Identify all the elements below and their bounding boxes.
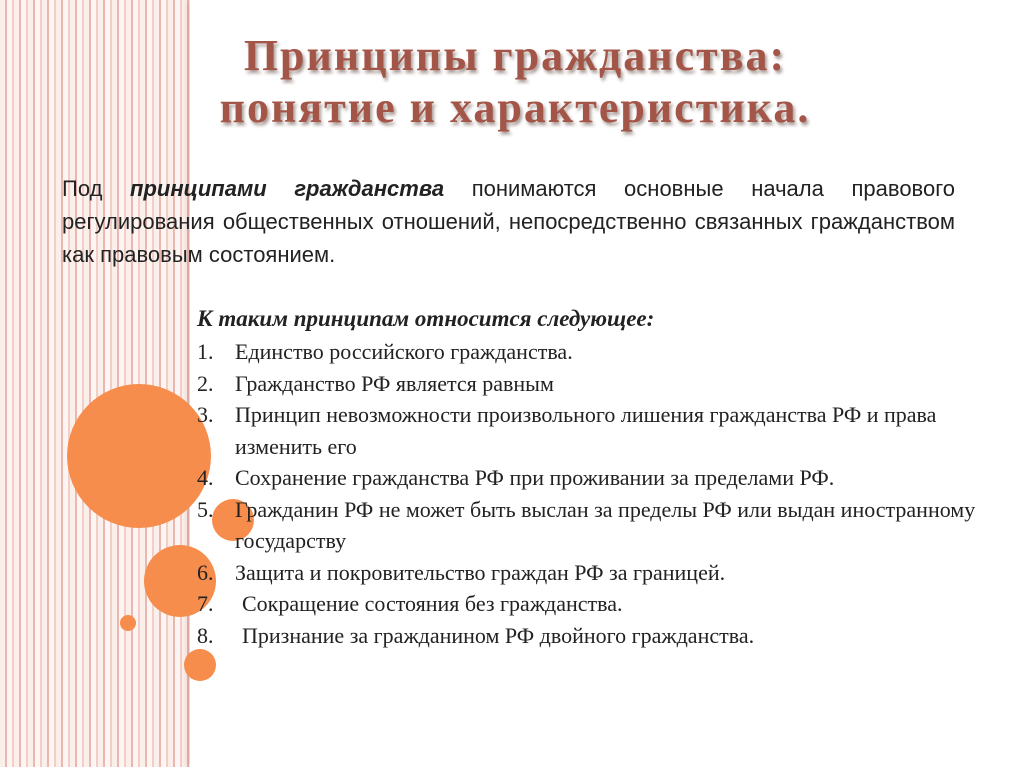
slide-title-line-1: Принципы гражданства: bbox=[243, 31, 787, 80]
decor-circle-large bbox=[67, 384, 211, 528]
list-item bbox=[197, 620, 1012, 652]
list-item-number: 7. bbox=[197, 591, 214, 616]
list-item-number: 4. bbox=[197, 465, 214, 490]
list-item bbox=[197, 368, 1012, 400]
list-item-text: Признание за гражданином РФ двойного гражданства. bbox=[242, 622, 755, 648]
intro-paragraph bbox=[62, 172, 955, 271]
intro-before: Под bbox=[62, 176, 131, 201]
list-item-text: Единство российского гражданства. bbox=[235, 339, 573, 364]
decor-circle-tiny bbox=[120, 615, 136, 631]
list-item-text: Принцип невозможности произвольного лишения гражданства РФ и права изменить его bbox=[235, 402, 937, 459]
list-item bbox=[197, 462, 1012, 494]
list-item-text: Гражданство РФ является равным bbox=[235, 370, 554, 396]
list-item-text: Сохранение гражданства РФ при проживании за пределами РФ. bbox=[235, 465, 835, 490]
intro-emphasis: принципами гражданства bbox=[130, 176, 445, 201]
list-item bbox=[197, 336, 1012, 368]
list-item-text: Защита и покровительство граждан РФ за границей. bbox=[235, 559, 726, 585]
list-item bbox=[197, 399, 1012, 462]
list-heading: К таким принципам относится следующее: bbox=[197, 306, 655, 331]
decorative-stripes bbox=[0, 0, 190, 767]
list-item-number: 8. bbox=[197, 622, 214, 648]
intro-after: понимаются основные начала правового регулирования общественных отношений, непосредственно связанных гражданством как правовым состоянием. bbox=[62, 176, 956, 267]
list-item-number: 6. bbox=[197, 559, 214, 585]
list-item-text: Гражданин РФ не может быть выслан за пределы РФ или выдан иностранному государству bbox=[235, 496, 976, 553]
list-item bbox=[197, 588, 1012, 620]
principles-list bbox=[197, 336, 1012, 651]
list-item-number: 2. bbox=[197, 370, 214, 396]
list-item bbox=[197, 494, 1012, 557]
slide-title-line-2: понятие и характеристика. bbox=[219, 83, 811, 132]
slide-title bbox=[175, 30, 855, 134]
list-item-number: 5. bbox=[197, 496, 214, 522]
list-item bbox=[197, 557, 1012, 589]
list-item-number: 1. bbox=[197, 339, 214, 364]
decor-circle-small-lower bbox=[184, 649, 216, 681]
list-item-number: 3. bbox=[197, 402, 214, 427]
list-item-text: Сокращение состояния без гражданства. bbox=[242, 591, 623, 616]
